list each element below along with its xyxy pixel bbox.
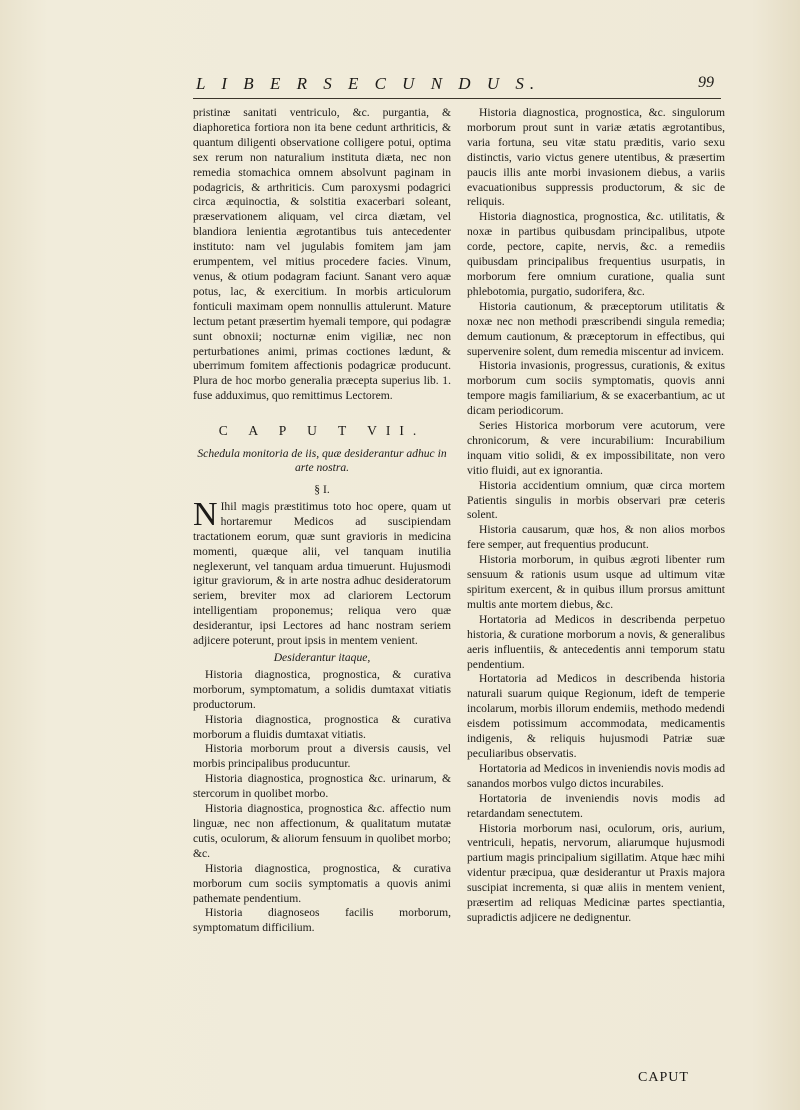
list-item: Hortatoria ad Medicos in describenda perpetuo historia, & curatione morborum a novis, & generalibus aeris influentiis, & antecedentis anni temporum statu pendentium. [467,612,725,671]
running-head: L I B E R S E C U N D U S. [196,74,541,93]
left-column [193,106,451,936]
page-number: 99 [698,74,714,91]
list-item: Historia causarum, quæ hos, & non alios morbos fere semper, aut frequentius producunt. [467,523,725,552]
list-item: Historia diagnostica, prognostica, & curativa morborum, symptomatum, a solidis dumtaxat vitiatis productorum. [193,667,451,711]
list-item: Historia diagnostica, prognostica &c. affectio num linguæ, nec non affectionum, & qualitatum mutatæ cutis, oculorum, & aliorum fensuum in quolibet morbo; &c. [193,802,451,860]
list-item: Historia diagnostica, prognostica, & curativa morborum cum sociis symptomatis a quovis animi pathemate pendentium. [193,861,451,905]
list-item: Historia accidentium omnium, quæ circa mortem Patientis singulis in morbis observari præ ceteris solent. [467,478,725,522]
list-item: Historia diagnostica, prognostica & curativa morborum a fluidis dumtaxat vitiatis. [193,712,451,741]
subheading: Desiderantur itaque, [273,651,371,664]
list-item: Hortatoria ad Medicos in inveniendis novis modis ad sanandos morbos vulgo dictos incurabiles. [467,761,725,790]
paragraph-with-dropcap [193,495,451,649]
chapter-title: C A P U T VII. [218,423,426,439]
paragraph: pristinæ sanitati ventriculo, &c. purgantia, & diaphoretica fortiora non ita bene cedunt arthriticis, & quantum diligenti observatione colligere potui, optima sex rerum non naturalium instituta diæta, nec non remedia stomachica omnem absolvunt paginam in podagricis, & arthriticis. Cum paroxysmi podagrici circa æquinoctia, & solstitia exacerbari soleant, præservationem aliquam, vel circa diætam, vel blandiora lenientia ægrotantibus tuis antecedenter instituto: nam vel jugulabis fomitem jam jam erumpentem, vel mitius procedere facies. Vinum, venus, & otium podagram faciunt. Sanant vero aquæ potus, lac, & exercitium. In morbis articulorum fonticuli maximam opem nonnullis attulerunt. Mature lectum petant præsertim hyemali tempore, qui podagræ sunt obnoxii; nocturnæ enim vigiliæ, nec non perturbationes animi, primas coctiones lædunt, & uberrimum fomitem affectionis podagricæ producunt. Plura de hoc morbo generalia præcepta superius lib. 1. fuse adduximus, quo remittimus Lectorem. [193,106,451,403]
list-item: Historia cautionum, & præceptorum utilitatis & noxæ nec non methodi præscribendi singula remedia; demum cautionum, & præceptorum in effectibus, qui supervenire solent, dum remedia miscentur ad invicem. [467,299,725,358]
list-item: Historia morborum nasi, oculorum, oris, aurium, ventriculi, hepatis, nervorum, aliarumque hujusmodi partium magis principalium sigillatim. Atque hæc mihi videntur præcipua, quæ desiderantur ut Praxis majora suscipiat incrementa, si quæ aliis in mentem venient, præsertim ad reliquas Medicinæ partes spectiantia, supradictis adjicere ne dedignentur. [467,821,725,924]
dropcap: N [193,495,218,533]
list-item: Historia diagnoseos facilis morborum, symptomatum difficilium. [193,906,451,935]
catchword: CAPUT [638,1070,689,1085]
list-item: Historia diagnostica, prognostica, &c. singulorum morborum prout sunt in variæ ætatis ægrotantibus, varia fortuna, seu vitæ statu præditis, vario sexu distinctis, vario victus genere utentibus, & præsertim paucis illis ante morbi invasionem diebus, a variis evacuationibus suppressis productorum, & sic de reliquis. [467,106,725,209]
paragraph-text: Ihil magis præstitimus toto hoc opere, quam ut hortaremur Medicos ad suscipiendam tractationem eorum, quæ sunt gravioris in medicina momenti, quæque alii, vel tanquam inutilia neglexerunt, vel tanquam ardua timuerunt. Hujusmodi igitur graviorum, & in arte nostra adhuc desideratorum seriem, breviter mox ad clariorem Lectorum intelligentiam proponemus; reliqua vero quæ desiderantur, ipsi Lectores ad hanc nostram seriem adjicere poterunt, prout ipsis in mentem venient. [193,499,451,648]
list-item: Historia invasionis, progressus, curationis, & exitus morborum cum sociis symptomatis, quovis anni tempore magis familiarium, & se exacerbantium, ac ut dicam periodicorum. [467,359,725,418]
list-item: Historia diagnostica, prognostica, &c. utilitatis, & noxæ in partibus quibusdam principalibus, utpote corde, pectore, capite, nervis, &c. a remediis quibusdam principalibus frequentius usurpatis, in morborum fere omnium curatione, qualia sunt phlebotomia, purgatio, sudorifera, &c. [467,210,725,298]
chapter-subtitle: Schedula monitoria de iis, quæ desiderantur adhuc in arte nostra. [197,447,447,475]
right-column [467,106,725,926]
list-item: Series Historica morborum vere acutorum, vere chronicorum, & vere incurabilium: Incurabilium inquam vitio solidi, & ex impossibilitate, non vero vitio fluidi, aut ex ignorantia. [467,419,725,477]
list-item: Hortatoria ad Medicos in describenda historia naturali suarum quique Regionum, ideft de temperie incolarum, morbis illorum endemiis, methodo medendi eisdem potissimum accommodata, medicamentis indigenis, & reliquis hujusmodi Patriæ suæ peculiaribus observatis. [467,672,725,760]
list-item: Historia morborum prout a diversis causis, vel morbis principalibus producuntur. [193,742,451,771]
section-mark: § I. [314,483,330,497]
header-rule [193,98,721,99]
list-item: Historia morborum, in quibus ægroti libenter rum sensuum & rationis usum usque ad ultimum vitæ spiritum exercent, & in quibus illum prorsus amittunt multis ante mortem diebus, &c. [467,553,725,611]
list-item: Hortatoria de inveniendis novis modis ad retardandam senectutem. [467,791,725,820]
list-item: Historia diagnostica, prognostica &c. urinarum, & stercorum in quolibet morbo. [193,772,451,801]
